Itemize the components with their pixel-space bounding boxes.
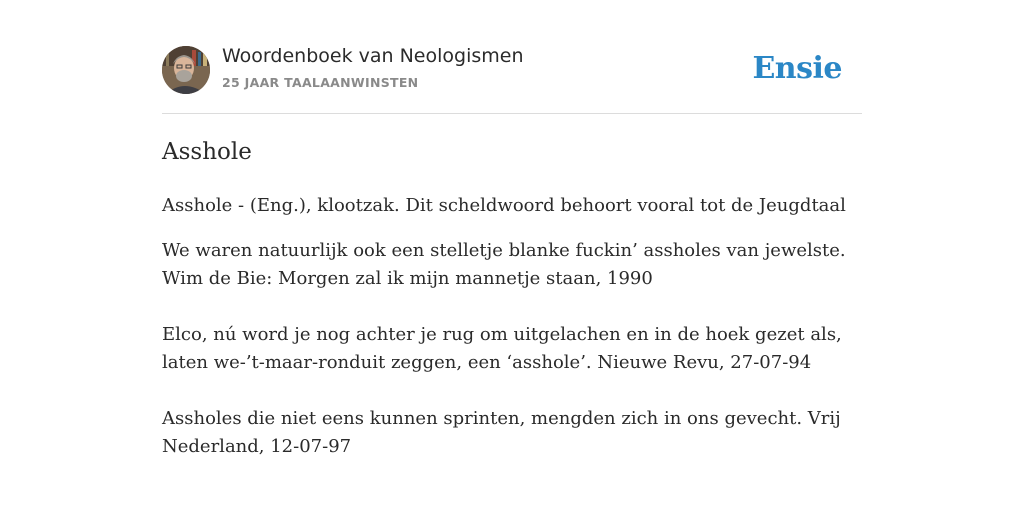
entry-title: Asshole	[162, 139, 252, 165]
author-portrait-icon	[162, 46, 210, 94]
entry-quotes	[162, 237, 862, 489]
brand-logo[interactable]: Ensie	[752, 51, 842, 86]
author-tagline: 25 JAAR TAALAANWINSTEN	[222, 75, 419, 90]
quote-paragraph: We waren natuurlijk ook een stelletje blanke fuckin’ assholes van jewelste. Wim de Bie: Morgen zal ik mijn mannetje staan, 1990	[162, 240, 846, 289]
page-container	[162, 0, 862, 457]
author-name[interactable]: Woordenboek van Neologismen	[222, 45, 524, 67]
quote-paragraph: Assholes die niet eens kunnen sprinten, mengden zich in ons gevecht. Vrij Nederland, 12-07-97	[162, 408, 841, 457]
entry-definition: Asshole - (Eng.), klootzak. Dit scheldwoord behoort vooral tot de Jeugdtaal	[162, 195, 846, 216]
quote-paragraph: Elco, nú word je nog achter je rug om uitgelachen en in de hoek gezet als, laten we-’t-maar-ronduit zeggen, een ‘asshole’. Nieuwe Revu, 27-07-94	[162, 324, 842, 373]
header	[162, 0, 862, 114]
avatar[interactable]	[162, 46, 210, 94]
